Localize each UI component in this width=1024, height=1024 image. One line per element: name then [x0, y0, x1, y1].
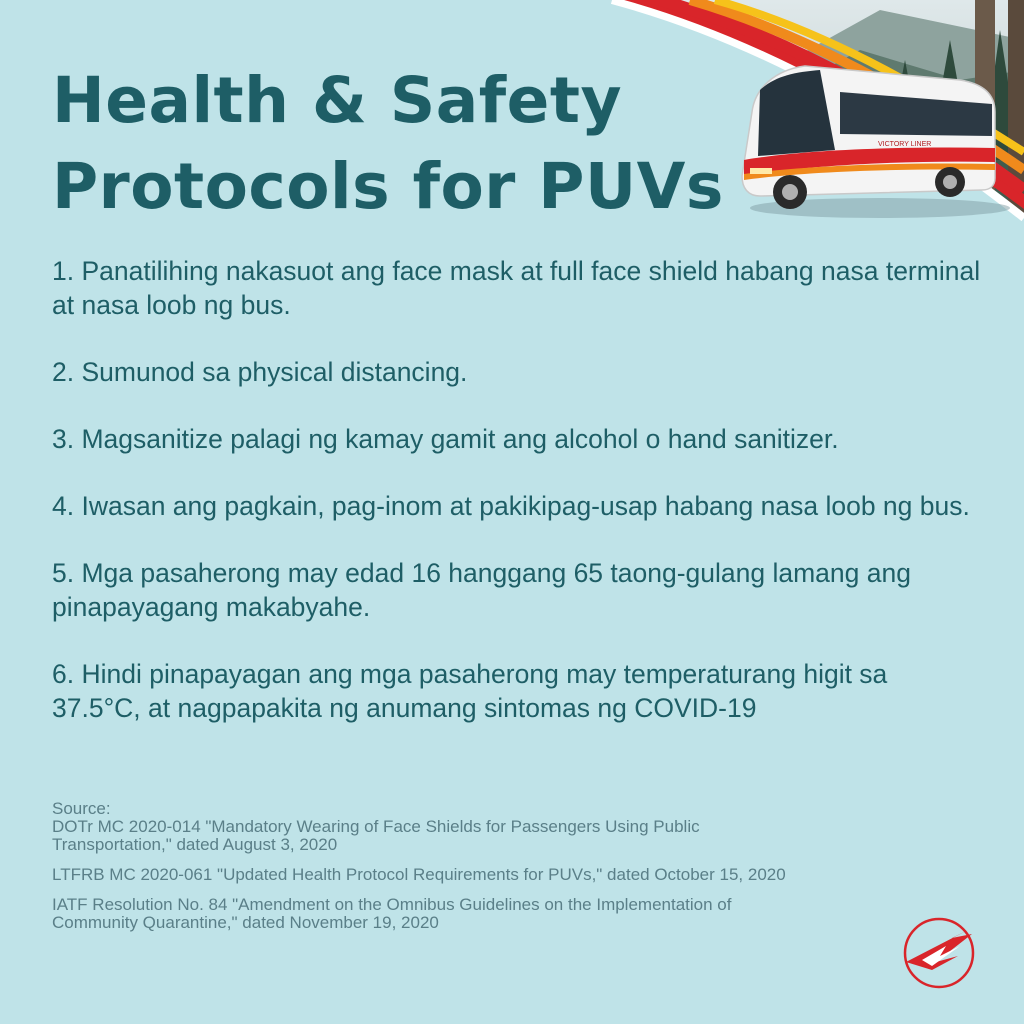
protocol-item: 5. Mga pasaherong may edad 16 hanggang 65 taong-gulang lamang ang pinapayagang makabyahe. — [52, 558, 911, 622]
source-label: Source: — [52, 799, 111, 818]
protocol-item: 3. Magsanitize palagi ng kamay gamit ang alcohol o hand sanitizer. — [52, 424, 839, 454]
protocol-item: 2. Sumunod sa physical distancing. — [52, 357, 468, 387]
bus-livery-text: VICTORY LINER — [878, 141, 932, 148]
protocol-item: 4. Iwasan ang pagkain, pag-inom at pakikipag-usap habang nasa loob ng bus. — [52, 491, 970, 521]
protocol-item: 1. Panatilihing nakasuot ang face mask at full face shield habang nasa terminal at nasa loob ng bus. — [52, 256, 981, 320]
protocol-list — [52, 254, 982, 758]
protocol-item: 6. Hindi pinapayagan ang mga pasaherong may temperaturang higit sa 37.5°C, at nagpapakita ng anumang sintomas ng COVID-19 — [52, 659, 888, 723]
title-line-1: Health & Safety — [52, 64, 623, 137]
title-line-2: Protocols for PUVs — [52, 150, 724, 223]
source-ref: LTFRB MC 2020-061 "Updated Health Protocol Requirements for PUVs," dated October 15, 2020 — [52, 865, 786, 884]
victory-liner-logo — [902, 916, 976, 990]
bus-illustration — [742, 66, 1010, 218]
source-citations — [52, 800, 812, 944]
source-ref: DOTr MC 2020-014 "Mandatory Wearing of Face Shields for Passengers Using Public Transportation," dated August 3, 2020 — [52, 817, 700, 854]
source-ref: IATF Resolution No. 84 "Amendment on the Omnibus Guidelines on the Implementation of Community Quarantine," dated November 19, 2020 — [52, 895, 732, 932]
page-title — [52, 58, 724, 230]
